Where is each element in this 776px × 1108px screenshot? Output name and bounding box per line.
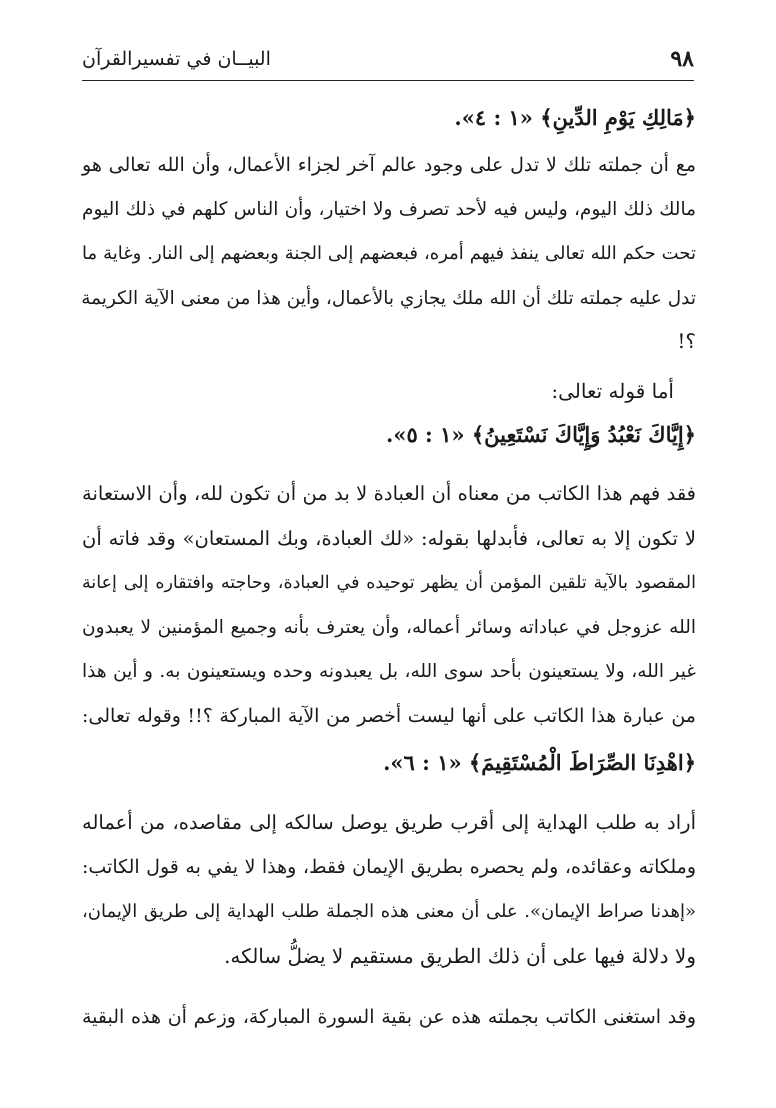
text-line: تحت حكم الله تعالى ينفذ فيهم أمره، فبعضهم إلى الجنة وبعضهم إلى النار. وغاية ما: [82, 243, 696, 264]
text-line: مالك ذلك اليوم، وليس فيه لأحد تصرف ولا اختيار، وأن الناس كلهم في ذلك اليوم: [82, 199, 696, 220]
text-line: ؟!: [677, 329, 696, 353]
text-line: فقد فهم هذا الكاتب من معناه أن العبادة لا بد من أن تكون لله، وأن الاستعانة: [82, 482, 696, 505]
verse-line: ﴿مَالِكِ يَوْمِ الدِّينِ﴾ «١ : ٤».: [454, 105, 696, 130]
text-line: المقصود بالآية تلقين المؤمن أن يظهر توحيده في العبادة، وحاجته وافتقاره إلى إعانة: [82, 573, 696, 593]
text-line: وملكاته وعقائده، ولم يحصره بطريق الإيمان فقط، وهذا لا يفي به قول الكاتب:: [82, 856, 696, 878]
text-line: غير الله، ولا يستعينون بأحد سوى الله، بل يعبدونه وحده ويستعينون به. و أين هذا: [82, 661, 696, 682]
text-line: من عبارة هذا الكاتب على أنها ليست أخصر من الآية المباركة ؟!! وقوله تعالى:: [82, 705, 696, 727]
running-title: البيــان في تفسيرالقرآن: [82, 48, 271, 70]
text-line: وقد استغنى الكاتب بجملته هذه عن بقية السورة المباركة، وزعم أن هذه البقية: [82, 1006, 696, 1028]
text-line: أراد به طلب الهداية إلى أقرب طريق يوصل سالكه إلى مقاصده، من أعماله: [82, 811, 696, 834]
text-line: لا تكون إلا به تعالى، فأبدلها بقوله: «لك العبادة، وبك المستعان» وقد فاته أن: [82, 527, 696, 550]
verse-line: ﴿اهْدِنَا الصِّرَاطَ الْمُسْتَقِيمَ﴾ «١ : ٦».: [383, 750, 696, 775]
page-header: [82, 42, 694, 81]
verse-line: ﴿إِيَّاكَ نَعْبُدُ وَإِيَّاكَ نَسْتَعِينُ﴾ «١ : ٥».: [386, 422, 696, 447]
text-line: تدل عليه جملته تلك أن الله ملك يجازي بالأعمال، وأين هذا من معنى الآية الكريمة: [81, 288, 696, 309]
text-line: أما قوله تعالى:: [551, 379, 674, 403]
text-line: ولا دلالة فيها على أن ذلك الطريق مستقيم لا يضلُّ سالكه.: [224, 944, 696, 968]
text-line: الله عزوجل في عباداته وسائر أعماله، وأن يعترف بأنه وجميع المؤمنين لا يعبدون: [82, 617, 696, 638]
page-number: ٩٨: [670, 46, 694, 72]
text-line: مع أن جملته تلك لا تدل على وجود عالم آخر لجزاء الأعمال، وأن الله تعالى هو: [82, 154, 696, 176]
text-line: «إهدنا صراط الإيمان». على أن معنى هذه الجملة طلب الهداية إلى طريق الإيمان،: [82, 901, 696, 922]
